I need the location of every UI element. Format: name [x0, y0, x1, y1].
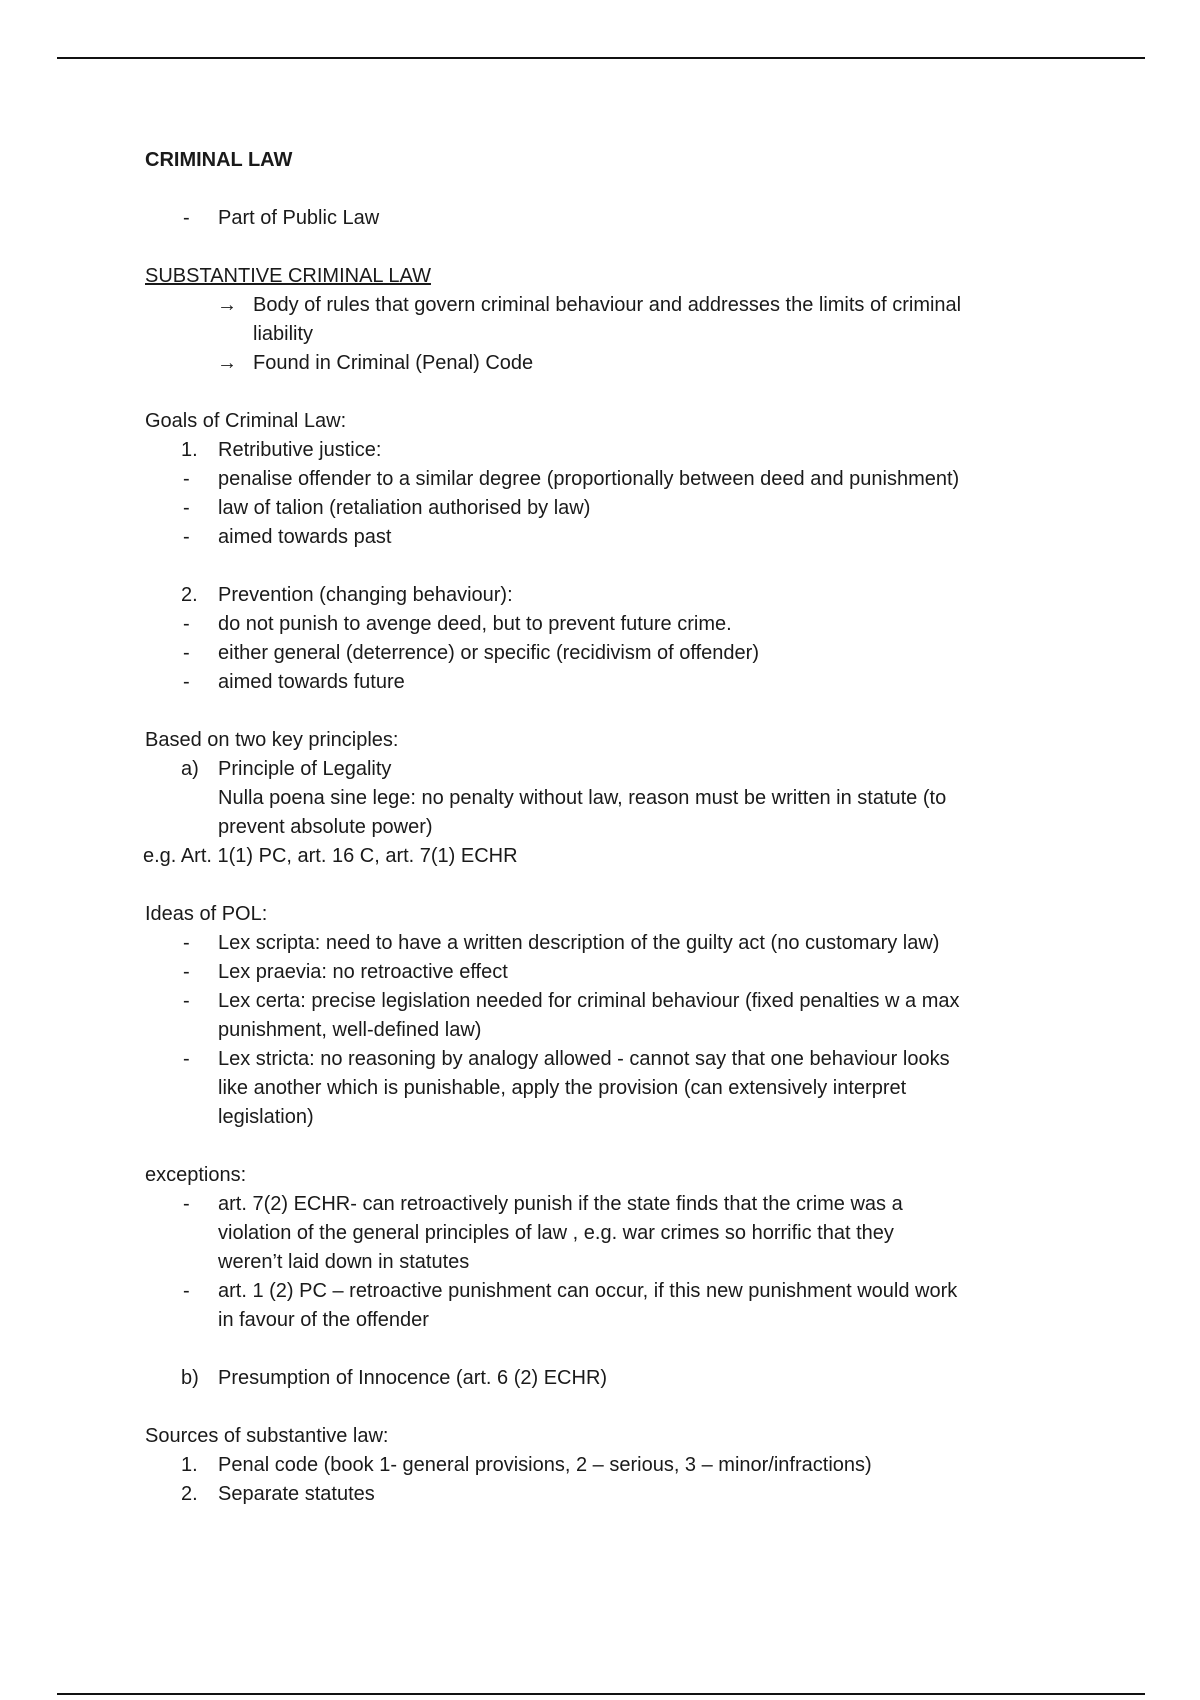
document-body — [145, 146, 1075, 1509]
list-item: - either general (deterrence) or specific (recidivism of offender) — [183, 642, 759, 664]
example-reference: e.g. Art. 1(1) PC, art. 16 C, art. 7(1) ECHR — [143, 845, 518, 867]
section-heading-pol: Ideas of POL: — [145, 903, 268, 925]
lettered-item: b) Presumption of Innocence (art. 6 (2) ECHR) — [181, 1367, 608, 1389]
list-item: - do not punish to avenge deed, but to prevent future crime. — [183, 613, 732, 635]
list-item: - Lex certa: precise legislation needed for criminal behaviour (fixed penalties w a max punishment, well-defined law) — [183, 990, 960, 1041]
section-heading-sources: Sources of substantive law: — [145, 1425, 389, 1447]
numbered-item: 1. Retributive justice: — [181, 439, 382, 461]
page-title: CRIMINAL LAW — [145, 149, 293, 171]
list-item: - Lex stricta: no reasoning by analogy allowed - cannot say that one behaviour looks like another which is punishable, apply the provision (can extensively interpret legislation) — [183, 1048, 950, 1128]
section-heading-principles: Based on two key principles: — [145, 729, 399, 751]
section-heading-goals: Goals of Criminal Law: — [145, 410, 347, 432]
list-item: - law of talion (retaliation authorised by law) — [183, 497, 591, 519]
list-item: - Lex scripta: need to have a written description of the guilty act (no customary law) — [183, 932, 940, 954]
arrow-icon: → — [217, 294, 237, 316]
list-item: - aimed towards past — [183, 526, 392, 548]
arrow-item: → Found in Criminal (Penal) Code — [145, 349, 1075, 378]
arrow-item: → Body of rules that govern criminal behaviour and addresses the limits of criminal liability — [145, 291, 1075, 349]
principle-description: Nulla poena sine lege: no penalty without law, reason must be written in statute (to prevent absolute power) — [218, 787, 947, 838]
numbered-item: 1. Penal code (book 1- general provisions, 2 – serious, 3 – minor/infractions) — [181, 1454, 872, 1476]
list-item: - aimed towards future — [183, 671, 405, 693]
arrow-icon: → — [217, 352, 237, 374]
top-rule — [57, 57, 1145, 59]
list-item: - penalise offender to a similar degree (proportionally between deed and punishment) — [183, 468, 960, 490]
dash-bullet: - — [183, 207, 190, 229]
list-item: - art. 1 (2) PC – retroactive punishment can occur, if this new punishment would work in favour of the offender — [183, 1280, 958, 1331]
section-heading-exceptions: exceptions: — [145, 1164, 247, 1186]
section-heading-substantive: SUBSTANTIVE CRIMINAL LAW — [145, 265, 431, 287]
numbered-item: 2. Separate statutes — [181, 1483, 375, 1505]
numbered-item: 2. Prevention (changing behaviour): — [181, 584, 513, 606]
list-item: - Part of Public Law — [145, 204, 1075, 233]
lettered-item: a) Principle of Legality — [181, 758, 392, 780]
bottom-rule — [57, 1693, 1145, 1695]
list-item: - art. 7(2) ECHR- can retroactively punish if the state finds that the crime was a violation of the general principles of law , e.g. war crimes so horrific that they weren’t laid down in statutes — [183, 1193, 903, 1273]
list-item: - Lex praevia: no retroactive effect — [183, 961, 508, 983]
